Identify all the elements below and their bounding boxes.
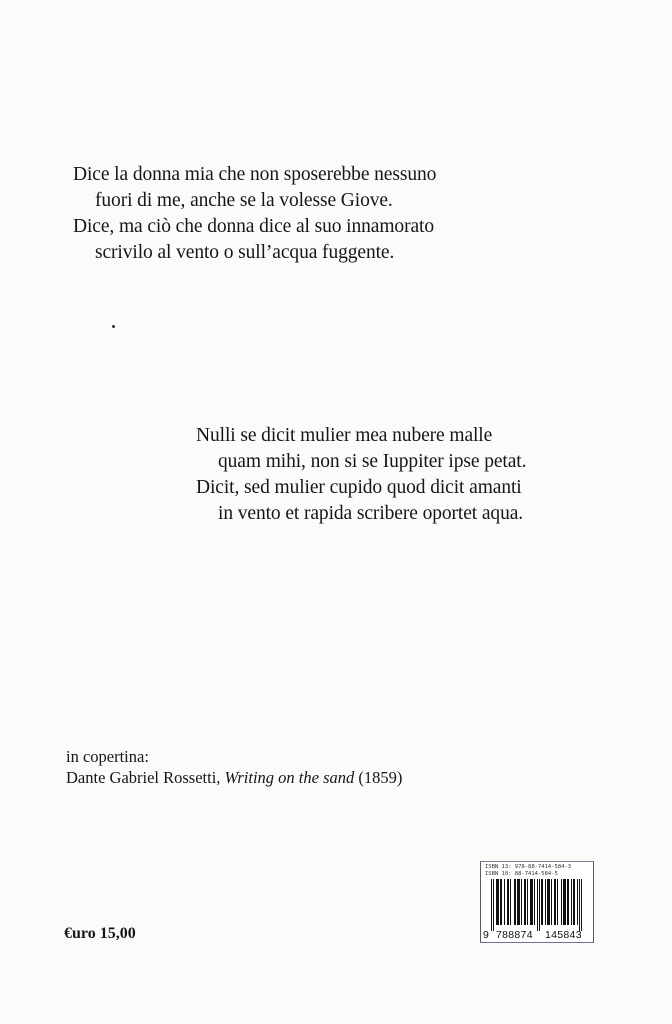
poem-latin bbox=[196, 423, 526, 527]
price-label: €uro 15,00 bbox=[64, 925, 136, 942]
credits-author: Dante Gabriel Rossetti, bbox=[66, 768, 225, 787]
isbn-13: ISBN 13: 978-88-7414-584-3 bbox=[485, 864, 572, 870]
barcode-digits-left: 788874 bbox=[496, 929, 533, 941]
credits-attribution bbox=[66, 767, 402, 788]
barcode-digit-first: 9 bbox=[483, 929, 489, 941]
credits-work-title: Writing on the sand bbox=[224, 768, 355, 787]
barcode-bars-icon bbox=[491, 879, 587, 929]
poem-italian bbox=[73, 162, 436, 266]
poem-line: in vento et rapida scribere oportet aqua. bbox=[218, 503, 524, 524]
print-speck bbox=[112, 325, 115, 328]
poem-line: Dice la donna mia che non sposerebbe nessuno bbox=[73, 164, 437, 185]
poem-line: Dicit, sed mulier cupido quod dicit amanti bbox=[196, 477, 522, 498]
credits-label: in copertina: bbox=[66, 747, 149, 766]
poem-line: Nulli se dicit mulier mea nubere malle bbox=[196, 425, 493, 446]
isbn-text bbox=[485, 864, 571, 878]
isbn-barcode bbox=[480, 861, 594, 943]
isbn-10: ISBN 10: 88-7414-584-5 bbox=[485, 871, 558, 877]
barcode-digits-right: 145843 bbox=[545, 929, 582, 941]
poem-line: fuori di me, anche se la volesse Giove. bbox=[95, 190, 393, 211]
poem-line: scrivilo al vento o sull’acqua fuggente. bbox=[95, 242, 395, 263]
credits-year: (1859) bbox=[354, 768, 403, 787]
poem-line: Dice, ma ciò che donna dice al suo innamorato bbox=[73, 216, 434, 237]
poem-line: quam mihi, non si se Iuppiter ipse petat. bbox=[218, 451, 527, 472]
cover-credits bbox=[66, 746, 402, 788]
